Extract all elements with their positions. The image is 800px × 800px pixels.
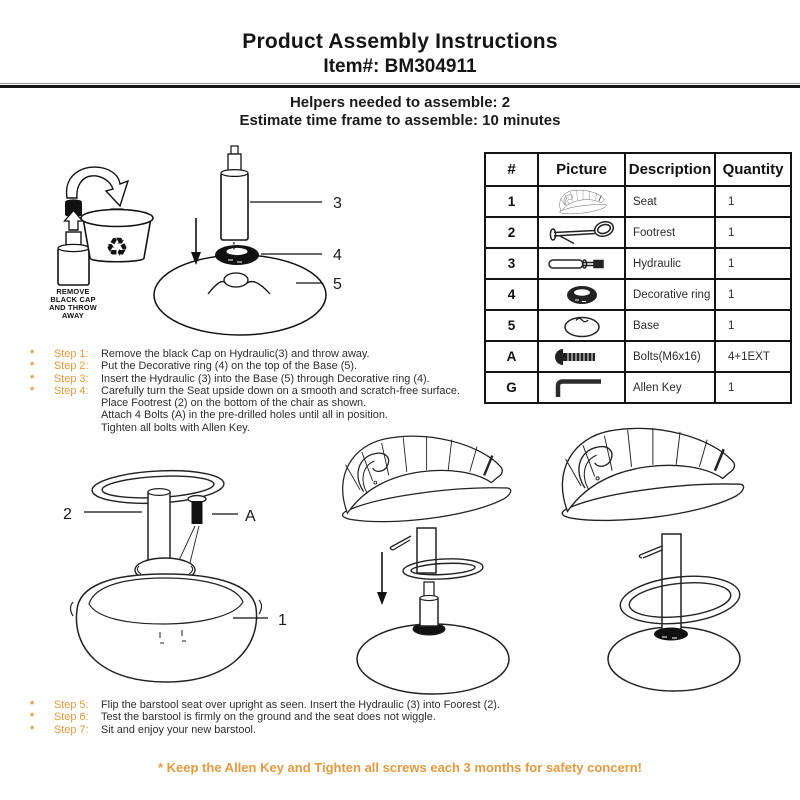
hydraulic-part [221, 146, 248, 251]
assembly-steps-1-4 [30, 348, 495, 434]
collar [654, 628, 688, 641]
hydraulic-icon [543, 250, 621, 278]
down-arrow-icon [191, 218, 201, 265]
step-7: * Step 7: Sit and enjoy your new barstool. [30, 723, 256, 736]
label-decorative-ring: 4 [333, 247, 342, 264]
svg-text:BLACK CAP: BLACK CAP [50, 295, 96, 304]
step-4: * Step 4: Carefully turn the Seat upside down on a smooth and scratch-free surface. [30, 384, 460, 397]
step-6: * Step 6: Test the barstool is firmly on the ground and the seat does not wiggle. [30, 711, 436, 724]
label-bolt: A [245, 508, 256, 525]
footrest-pole [148, 489, 170, 566]
seat-icon [543, 188, 621, 216]
seat-bolting-diagram [35, 440, 325, 695]
step-2: * Step 2: Put the Decorative ring (4) on the top of the Base (5). [30, 360, 358, 373]
table-row: 4 Decorative ring 1 [485, 279, 791, 310]
decorative-ring-part [215, 245, 259, 265]
seat-with-back [562, 428, 743, 520]
col-header-num: # [485, 153, 538, 186]
parts-table [484, 152, 792, 404]
adjust-lever [390, 536, 411, 550]
item-number: Item#: BM304911 [323, 56, 477, 77]
seat-upside-down [71, 574, 262, 682]
down-arrow-icon [377, 552, 387, 605]
base-part [154, 255, 326, 335]
step-3: * Step 3: Insert the Hydraulic (3) into the Base (5) through Decorative ring (4). [30, 372, 430, 385]
step-5: * Step 5: Flip the barstool seat over upright as seen. Insert the Hydraulic (3) into Foorest (2). [30, 699, 500, 711]
label-seat: 1 [278, 612, 287, 629]
page-title: Product Assembly Instructions [242, 30, 558, 53]
label-base: 5 [333, 276, 342, 293]
header-divider [0, 83, 800, 88]
recycle-icon: ♻ [105, 233, 129, 263]
step-4-line3: Attach 4 Bolts (A) in the pre-drilled holes until all in position. [101, 409, 388, 422]
footrest-icon [543, 219, 621, 247]
adjust-lever [639, 546, 662, 558]
bolt-icon [543, 343, 621, 371]
base-assembly-diagram [150, 138, 480, 348]
table-row: 3 Hydraulic 1 [485, 248, 791, 279]
svg-text:REMOVE: REMOVE [56, 287, 90, 296]
step-4-line4: Tighten all bolts with Allen Key. [101, 421, 250, 434]
bolt-part [188, 496, 206, 524]
assembly-steps-5-7 [30, 699, 590, 736]
table-row: A Bolts(M6x16) 4+1EXT [485, 341, 791, 372]
step-1: * Step 1: Remove the black Cap on Hydraulic(3) and throw away. [30, 348, 370, 360]
time-frame-text: Estimate time frame to assemble: 10 minutes [239, 112, 561, 129]
assembled-barstool-diagram [538, 424, 796, 700]
col-header-picture: Picture [538, 153, 625, 186]
table-row: 5 Base 1 [485, 310, 791, 341]
svg-text:AND THROW: AND THROW [49, 303, 97, 312]
step-4-line2: Place Footrest (2) on the bottom of the chair as shown. [101, 397, 367, 410]
allen-key-icon [543, 374, 621, 402]
table-header-row [485, 153, 791, 186]
label-hydraulic: 3 [333, 195, 342, 212]
seat-with-back [343, 436, 511, 522]
label-footrest: 2 [63, 506, 72, 523]
table-row: 2 Footrest 1 [485, 217, 791, 248]
safety-note: * Keep the Allen Key and Tighten all screws each 3 months for safety concern! [157, 760, 643, 775]
col-header-description: Description [625, 153, 715, 186]
base-icon [543, 312, 621, 340]
footrest-under-seat [403, 557, 484, 581]
hydraulic-cylinder [58, 230, 89, 285]
decorative-ring-icon [543, 281, 621, 309]
col-header-quantity: Quantity [715, 153, 791, 186]
table-row: 1 Seat 1 [485, 186, 791, 217]
svg-text:AWAY: AWAY [62, 311, 84, 320]
seat-insertion-diagram [325, 430, 540, 698]
table-row: G Allen Key 1 [485, 372, 791, 403]
remove-note-text [49, 287, 97, 320]
helpers-needed-text: Helpers needed to assemble: 2 [289, 94, 511, 111]
